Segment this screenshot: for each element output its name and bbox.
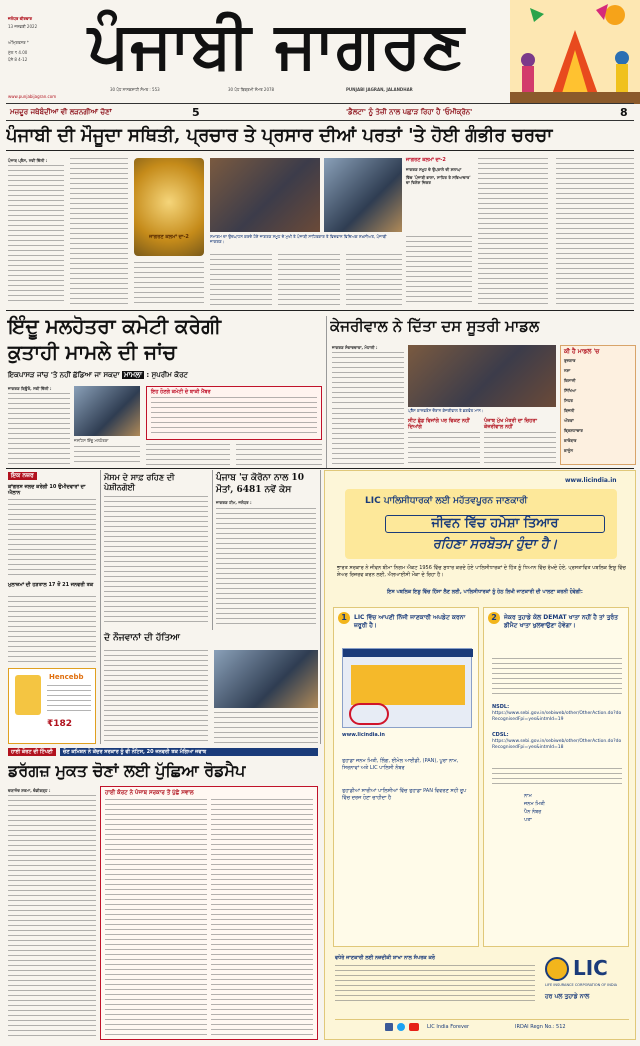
story-right-dateline: ਜਾਗਰਣ ਸੰਵਾਦਦਾਤਾ, ਮੋਹਾਲੀ : bbox=[332, 345, 378, 350]
bottom-box-col-1 bbox=[105, 799, 207, 1035]
masthead bbox=[0, 0, 640, 104]
story-left-headline-1: ਇੰਦੂ ਮਲਹੋਤਰਾ ਕਮੇਟੀ ਕਰੇਗੀ bbox=[8, 314, 222, 338]
lead-sidebar-point-1: ਜਾਗਰਣ ਸਮੂਹ ਦੇ ਉਪਰਾਲੇ ਦੀ ਸ਼ਲਾਘਾ bbox=[406, 167, 462, 172]
story-left-subhead bbox=[8, 370, 328, 382]
lic-step-1-item-2: ਤੁਹਾਡੀਆਂ ਸਾਰੀਆਂ ਪਾਲਿਸੀਆਂ ਵਿੱਚ ਤੁਹਾਡਾ PAN ਵਿਵਰਣ ਸਹੀ ਰੂਪ ਵਿੱਚ ਦਰਜ ਹੋਣਾ ਚਾਹੀਦਾ ਹੈ bbox=[342, 788, 467, 801]
story-left-body-2 bbox=[74, 446, 140, 465]
lic-demat-list bbox=[524, 792, 614, 824]
hc-tag: ਹਾਈ ਕੋਰਟ ਦੀ ਟਿੱਪਣੀ bbox=[8, 748, 56, 756]
lic-step-1-site[interactable]: www.licindia.in bbox=[342, 732, 385, 738]
masthead-price: ਮੁੱਲ ₹ 4.00 bbox=[8, 50, 28, 55]
twitter-icon[interactable] bbox=[397, 1023, 405, 1031]
lic-logo-emblem bbox=[545, 957, 569, 981]
lic-irdai: IRDAI Regn No.: 512 bbox=[515, 1024, 566, 1030]
murder-photo bbox=[214, 650, 318, 708]
lic-tagline: ਹਰ ਪਲ ਤੁਹਾਡੇ ਨਾਲ bbox=[545, 993, 590, 1000]
weather-headline: ਮੌਸਮ ਦੇ ਸਾਫ਼ ਰਹਿਣ ਦੀ ਪੇਸ਼ੀਨਗੋਈ bbox=[104, 472, 175, 492]
hencebb-text bbox=[47, 685, 91, 713]
masthead-website[interactable]: www.punjabijagran.com bbox=[8, 94, 57, 99]
model-item: ਸਿਹਤ bbox=[564, 398, 573, 403]
brief-2-title: ਮੁਲਾਜ਼ਮਾਂ ਦੀ ਹੜਤਾਲ 17 ਤੋਂ 21 ਜਨਵਰੀ ਤਕ bbox=[8, 582, 94, 588]
lic-step-1-screen bbox=[342, 648, 472, 728]
lic-ad[interactable] bbox=[324, 470, 636, 1040]
story-left-box bbox=[146, 386, 322, 440]
story-right-sub-2: ਪੰਜਾਬ ਮੁੱਖ ਮੰਤਰੀ ਦਾ ਚਿਹਰਾ ਕੇਜਰੀਵਾਲ ਨਹੀਂ bbox=[484, 418, 537, 430]
story-left-body-4 bbox=[236, 444, 322, 465]
lic-slogan-1: ਜੀਵਨ ਵਿੱਚ ਹਮੇਸ਼ਾ ਤਿਆਰ bbox=[385, 515, 605, 533]
bottom-dateline: ਦਯਾਨੰਦ ਸ਼ਰਮਾ, ਚੰਡੀਗੜ੍ਹ : bbox=[8, 788, 51, 793]
masthead-edition: ਅੰਮ੍ਰਿਤਸਰ * bbox=[8, 40, 29, 45]
story-left-photo-caption: ਜਸਟਿਸ ਇੰਦੂ ਮਲਹੋਤਰਾ bbox=[74, 438, 109, 443]
lic-footer-note: ਵਧੇਰੇ ਜਾਣਕਾਰੀ ਲਈ ਨਜ਼ਦੀਕੀ ਸ਼ਾਖਾ ਨਾਲ ਸੰਪਰਕ ਕਰੋ bbox=[335, 955, 435, 961]
lead-body-col8 bbox=[478, 158, 548, 305]
lic-social-bar bbox=[335, 1019, 629, 1033]
lead-body-col2 bbox=[70, 158, 128, 305]
col-divider-c bbox=[320, 470, 321, 744]
teaser-right[interactable]: 'ਡੈਲਟਾ' ਨੂੰ ਤੇਜ਼ੀ ਨਾਲ ਪਛਾੜ ਰਿਹਾ ਹੈ 'ਓਮੀਕ੍ਰੋਨ' bbox=[346, 108, 473, 116]
lic-step-1-title: LIC ਵਿੱਚ ਆਪਣੀ ਨਿੱਜੀ ਜਾਣਕਾਰੀ ਅਪਡੇਟ ਕਰਨਾ ਜ਼ਰੂਰੀ ਹੈ। bbox=[354, 614, 466, 629]
lic-intro-2: ਇਸ ਪਬਲਿਕ ਇਸ਼ੂ ਵਿੱਚ ਹਿੱਸਾ ਲੈਣ ਲਈ, ਪਾਲਿਸੀਧਾਰਕਾਂ ਨੂੰ ਹੇਠ ਲਿਖੀ ਜਾਣਕਾਰੀ ਦੀ ਪਾਲਣਾ ਕਰਨੀ ਹੋਵੇਗੀ: bbox=[387, 589, 583, 595]
lead-sidebar-title: ਜਾਗਰਣ ਕਲਮਾਂ ਦਾ-2 bbox=[406, 157, 446, 163]
murder-body-1 bbox=[104, 650, 208, 744]
lead-body-col3 bbox=[134, 262, 204, 305]
subhead-text: ਇਕਪਾਸੜ ਜਾਂਚ 'ਤੇ ਨਹੀਂ ਛੱਡਿਆ ਜਾ ਸਕਦਾ bbox=[8, 371, 120, 379]
model-box-title: ਕੀ ਹੈ ਮਾਡਲ 'ਚ bbox=[564, 348, 600, 355]
lic-step-1-number: 1 bbox=[338, 612, 350, 624]
lic-nsdl-link[interactable]: https://www.sebi.gov.in/sebiweb/other/OtherAction.do?doRecognisedFpi=yes&intmId=19 bbox=[492, 711, 622, 722]
lic-title: LIC ਪਾਲਿਸੀਧਾਰਕਾਂ ਲਈ ਮਹੱਤਵਪੂਰਨ ਜਾਣਕਾਰੀ bbox=[365, 496, 528, 506]
story-right-body-1 bbox=[332, 352, 404, 404]
lead-dateline: ਪੰਜਾਬ ਪ੍ਰੈਸ, ਨਵੀਂ ਦਿੱਲੀ : bbox=[8, 158, 48, 163]
masthead-date: 13 ਜਨਵਰੀ 2022 bbox=[8, 24, 38, 29]
lead-body-col4 bbox=[210, 254, 272, 305]
hencebb-ad[interactable] bbox=[8, 668, 96, 744]
lic-logo-sub: LIFE INSURANCE CORPORATION OF INDIA bbox=[545, 983, 618, 987]
story-right-body-2 bbox=[332, 408, 404, 465]
lic-screen-bar bbox=[343, 649, 473, 657]
story-right-photo-caption: ਪ੍ਰੈੱਸ ਕਾਨਫਰੰਸ ਦੌਰਾਨ ਕੇਜਰੀਵਾਲ ਤੇ ਭਗਵੰਤ ਮਾਨ। bbox=[408, 408, 484, 413]
vikrami-date: 30 ਪੋਹ ਬਿਕ੍ਰਮੀ ਸੰਮਤ 2078 bbox=[228, 87, 275, 92]
publisher: PUNJABI JAGRAN, JALANDHAR bbox=[346, 87, 413, 92]
lead-underline bbox=[6, 150, 634, 151]
lead-sidebar-point-2: ਵਿੱਚ 'ਪੰਜਾਬੀ ਭਾਸ਼ਾ, ਸਾਹਿਤ ਤੇ ਸਭਿਆਚਾਰ' ਦਾ ਵਿਸ਼ੇਸ਼ ਜ਼ਿਕਰ bbox=[406, 175, 471, 185]
masthead-day: ਜਲੰਧਰ ਵੀਰਵਾਰ bbox=[8, 16, 33, 21]
story-left-photo bbox=[74, 386, 140, 436]
facebook-icon[interactable] bbox=[385, 1023, 393, 1031]
model-item: ਔਰਤਾਂ bbox=[564, 418, 574, 423]
story-divider bbox=[326, 316, 327, 468]
masthead-title: ਪੰਜਾਬੀ ਜਾਗਰਣ bbox=[88, 8, 465, 83]
lic-nsdl-label: NSDL: bbox=[492, 704, 510, 710]
lic-step-2-number: 2 bbox=[488, 612, 500, 624]
model-item: ਰੁਜ਼ਗਾਰ bbox=[564, 358, 576, 363]
story-right-photo bbox=[408, 345, 556, 407]
lead-photo-caption: ਸਮਾਗਮ ਦਾ ਉਦਘਾਟਨ ਕਰਦੇ ਹੋਏ ਜਾਗਰਣ ਸਮੂਹ ਦੇ ਮੁਖੀ ਤੇ ਪੰਜਾਬੀ ਸਾਹਿਤਕਾਰ ਤੇ ਵਿਦਵਾਨ ਵਿਦਿਅਕ ਸ਼ਖ਼ਸੀਅਤ, ਪੰਜਾਬੀ ਜਾਗਰਣ। bbox=[210, 234, 387, 244]
lead-logo-graphic bbox=[134, 158, 204, 256]
lead-sidebar bbox=[406, 158, 472, 248]
story-right-body-4 bbox=[484, 432, 556, 465]
col-divider-b bbox=[212, 470, 213, 630]
youtube-icon[interactable] bbox=[409, 1023, 419, 1031]
lead-body-col1 bbox=[8, 165, 64, 305]
bottom-box-col-2 bbox=[211, 799, 313, 1035]
lic-logo-block bbox=[545, 955, 631, 1009]
story-right-body-3 bbox=[408, 432, 480, 465]
lic-step-2 bbox=[483, 607, 629, 947]
bottom-banner: ਚੋਣ ਕਮਿਸ਼ਨ ਨੇ ਕੇਂਦਰ ਸਰਕਾਰ ਨੂੰ ਵੀ ਨੋਟਿਸ, 20 ਜਨਵਰੀ ਤਕ ਮੰਗਿਆ ਜਵਾਬ bbox=[60, 748, 318, 756]
masthead-pages: ਪੰਨੇ 8 4-12 bbox=[8, 57, 28, 62]
lead-body-col5 bbox=[278, 254, 340, 305]
lic-step-1 bbox=[333, 607, 479, 947]
lead-photo-2 bbox=[324, 158, 402, 232]
story-right-sub-1: ਸੀਟ ਛੱਡ ਵਿਜਾਂਗੇ ਪਰ ਵਿਕਣ ਨਹੀਂ ਦਿਆਂਗੇ bbox=[408, 418, 470, 430]
lic-demat-item: ਜਨਮ ਮਿਤੀ bbox=[524, 801, 545, 807]
teaser-left[interactable]: ਮਜ਼ਦੂਰ ਜਥੇਬੰਦੀਆਂ ਵੀ ਲੜਨਗੀਆਂ ਚੋਣਾਂ bbox=[10, 108, 112, 116]
subhead-tag: ਮਾਮਲਾ bbox=[124, 371, 142, 379]
col-divider-a bbox=[100, 470, 101, 744]
hencebb-brand: Hencebb bbox=[49, 673, 84, 681]
teaser-bar bbox=[6, 103, 634, 121]
lic-demat-item: ਨਾਮ bbox=[524, 793, 532, 799]
story-left-headline-2: ਕੁਤਾਹੀ ਮਾਮਲੇ ਦੀ ਜਾਂਚ bbox=[8, 340, 177, 364]
section-divider-2 bbox=[6, 468, 634, 469]
lead-body-col9 bbox=[556, 158, 634, 305]
hencebb-price: ₹182 bbox=[47, 719, 73, 729]
brief-tag: ਇਕ ਨਜ਼ਰ bbox=[8, 472, 37, 480]
teaser-right-page: 8 bbox=[620, 106, 628, 119]
story-left-body-3 bbox=[146, 444, 230, 465]
lead-logo-text: ਜਾਗਰਣ ਕਲਮਾਂ ਦਾ-2 bbox=[149, 234, 189, 240]
lic-cdsl-label: CDSL: bbox=[492, 732, 509, 738]
lic-demat-item: ਪੈਨ ਨੰਬਰ bbox=[524, 809, 542, 815]
model-item: ਭ੍ਰਿਸ਼ਟਾਚਾਰ bbox=[564, 428, 583, 433]
lic-screen-circle bbox=[349, 703, 389, 725]
subhead-tail: : ਸੁਪਰੀਮ ਕੋਰਟ bbox=[146, 371, 188, 379]
section-divider-1 bbox=[6, 310, 634, 311]
lic-demat-item: ਪਤਾ bbox=[524, 817, 532, 823]
story-right-headline: ਕੇਜਰੀਵਾਲ ਨੇ ਦਿੱਤਾ ਦਸ ਸੂਤਰੀ ਮਾਡਲ bbox=[330, 317, 540, 335]
murder-headline: ਦੋ ਨੌਜਵਾਨਾਂ ਦੀ ਹੱਤਿਆ bbox=[104, 633, 180, 643]
story-left-box-title: ਇਹ ਹੋਣਗੇ ਕਮੇਟੀ ਦੇ ਬਾਕੀ ਮੈਂਬਰ bbox=[151, 389, 211, 395]
covid-headline: ਪੰਜਾਬ 'ਚ ਕੋਰੋਨਾ ਨਾਲ 10 ਮੌਤਾਂ, 6481 ਨਵੇਂ ਕੇਸ bbox=[216, 473, 304, 495]
lic-step-2-title: ਜੇਕਰ ਤੁਹਾਡੇ ਕੋਲ DEMAT ਖਾਤਾ ਨਹੀਂ ਹੈ ਤਾਂ ਤੁਰੰਤ ਡੀਮੈਟ ਖਾਤਾ ਖੁਲਵਾਉਣਾ ਹੋਵੇਗਾ। bbox=[504, 614, 618, 629]
bottom-headline: ਡਰੱਗਜ਼ ਮੁਕਤ ਚੋਣਾਂ ਲਈ ਪੁੱਛਿਆ ਰੋਡਮੈਪ bbox=[8, 761, 246, 780]
weather-body bbox=[104, 496, 208, 626]
model-box-list bbox=[564, 358, 634, 458]
murder-body-2 bbox=[214, 712, 318, 744]
lead-body-col6 bbox=[346, 254, 402, 305]
model-item: ਬਿਜਲੀ bbox=[564, 408, 575, 413]
lic-step-2-body bbox=[492, 658, 622, 698]
model-box bbox=[560, 345, 636, 465]
lead-headline: ਪੰਜਾਬੀ ਦੀ ਮੌਜੂਦਾ ਸਥਿਤੀ, ਪ੍ਰਚਾਰ ਤੇ ਪ੍ਰਸਾਰ ਦੀਆਂ ਪਰਤਾਂ 'ਤੇ ਹੋਈ ਗੰਭੀਰ ਚਰਚਾ bbox=[6, 125, 553, 146]
lic-slogan-2: ਰਹਿਣਾ ਸਰਬੋਤਮ ਹੁੰਦਾ ਹੈ। bbox=[432, 537, 558, 552]
model-item: ਨਸ਼ਾ bbox=[564, 368, 571, 373]
lic-screen-content bbox=[351, 665, 465, 705]
teaser-left-page: 5 bbox=[192, 106, 200, 119]
lic-logo-text: LIC bbox=[573, 956, 608, 980]
story-left-body-1 bbox=[8, 393, 70, 465]
model-item: ਕਾਰੋਬਾਰ bbox=[564, 438, 577, 443]
model-item: ਕਾਨੂੰਨ bbox=[564, 448, 573, 453]
bottom-body-1 bbox=[8, 795, 96, 1040]
lic-step-1-item-1: ਤੁਹਾਡਾ ਜਨਮ ਮਿਤੀ, ਲਿੰਗ, ਈਮੇਲ ਆਈਡੀ, (PAN), ਪੂਰਾ ਨਾਮ, ਸਿਰਨਾਵਾਂ ਅਤੇ LIC ਪਾਲਿਸੀ ਨੰਬਰ bbox=[342, 758, 459, 771]
lic-website[interactable]: www.licindia.in bbox=[565, 477, 617, 484]
lead-body-col7 bbox=[406, 236, 472, 305]
lic-step-2-body-2 bbox=[492, 768, 622, 788]
lohri-illustration bbox=[510, 0, 640, 104]
brief-1-title: ਕਾਂਗਰਸ ਜਲਦ ਕਰੇਗੀ 10 ਉਮੀਦਵਾਰਾਂ ਦਾ ਐਲਾਨ bbox=[8, 484, 86, 496]
masthead-info-bar bbox=[88, 86, 508, 96]
bottom-box-title: ਹਾਈ ਕੋਰਟ ਨੇ ਪੰਜਾਬ ਸਰਕਾਰ ਤੋਂ ਪੁੱਛੇ ਸਵਾਲ bbox=[105, 790, 194, 796]
brief-1-body bbox=[8, 499, 96, 577]
model-item: ਸਿੱਖਿਆ bbox=[564, 388, 577, 393]
bottom-box bbox=[100, 786, 318, 1040]
covid-dateline: ਜਾਗਰਣ ਟੀਮ, ਜਲੰਧਰ : bbox=[216, 500, 252, 505]
issue-number: 30 ਪੋਹ ਨਾਨਕਸ਼ਾਹੀ ਸੰਮਤ : 553 bbox=[110, 87, 160, 92]
model-item: ਕਿਸਾਨੀ bbox=[564, 378, 576, 383]
covid-body bbox=[216, 508, 316, 628]
story-left-box-body bbox=[151, 397, 317, 437]
story-left-dateline: ਜਾਗਰਣ ਬਿਊਰੋ, ਨਵੀਂ ਦਿੱਲੀ : bbox=[8, 386, 52, 391]
brief-2-body bbox=[8, 596, 96, 662]
lic-footer-text bbox=[335, 965, 535, 1005]
lic-social-handle: LIC India Forever bbox=[427, 1024, 470, 1030]
lead-photo-1 bbox=[210, 158, 320, 232]
lic-intro: ਭਾਰਤ ਸਰਕਾਰ ਨੇ ਜੀਵਨ ਬੀਮਾ ਨਿਗਮ ਐਕਟ 1956 ਵਿੱਚ ਸੁਧਾਰ ਕਰਦੇ ਹੋਏ ਪਾਲਿਸੀਧਾਰਕਾਂ ਦੇ ਹਿੱਤ ਨੂੰ ਧਿਆਨ ਵਿੱਚ ਰੱਖਦੇ ਹੋਏ, ਪ੍ਰਸਤਾਵਿਤ ਪਬਲਿਕ ਇਸ਼ੂ ਵਿੱਚ ਸ਼ੇਅਰ ਰਿਜ਼ਰਵ ਕਰਨ ਲਈ, ਐਲਆਈਸੀ ਮੌਕਾ ਦੇ ਰਿਹਾ ਹੈ। bbox=[337, 565, 626, 578]
lic-cdsl-link[interactable]: https://www.sebi.gov.in/sebiweb/other/OtherAction.do?doRecognisedFpi=yes&intmId=18 bbox=[492, 739, 622, 750]
hencebb-product bbox=[15, 675, 41, 715]
